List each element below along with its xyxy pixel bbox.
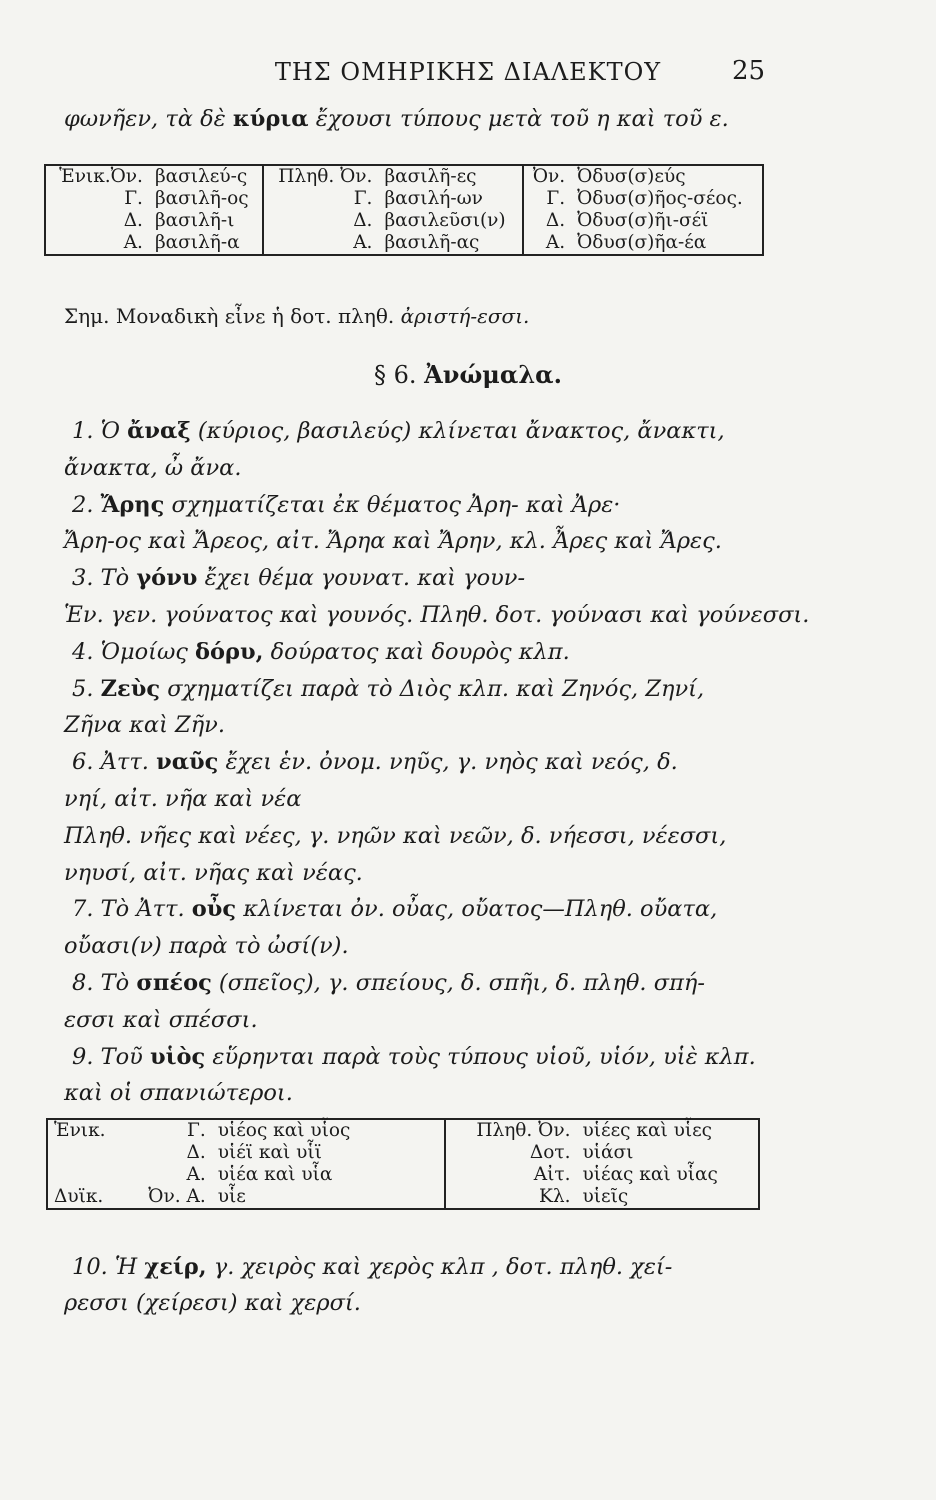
table-cell: Δοτ. bbox=[529, 1142, 571, 1163]
table-row bbox=[47, 1142, 759, 1164]
line-text: Πληθ. νῆες καὶ νέες, γ. νηῶν καὶ νεῶν, δ. νήεσσι, νέεσσι, bbox=[64, 822, 727, 849]
headword: σπέος bbox=[136, 970, 212, 996]
text-line bbox=[72, 970, 705, 996]
table-row bbox=[45, 188, 763, 210]
table-cell bbox=[47, 1164, 126, 1186]
headword: Ἄρης bbox=[100, 491, 165, 518]
note-italic: ἀριστή-εσσι. bbox=[400, 304, 530, 328]
table-row bbox=[47, 1186, 759, 1209]
table-cell: Α. bbox=[186, 1164, 206, 1185]
table-cell: υἱέας καὶ υἷας bbox=[582, 1164, 718, 1185]
text-line bbox=[72, 565, 525, 591]
line-text: νηί, αἰτ. νῆα καὶ νέα bbox=[64, 786, 302, 812]
table-cell: υἱέες καὶ υἷες bbox=[582, 1120, 713, 1141]
text-line bbox=[64, 1080, 293, 1106]
line-text: Ἑν. γεν. γούνατος καὶ γουνός. Πληθ. δοτ. γούνασι καὶ γούνεσσι. bbox=[64, 602, 810, 628]
line-text: εσσι καὶ σπέσσι. bbox=[64, 1006, 258, 1033]
table-cell: Ὀν. bbox=[532, 166, 566, 187]
intro-line bbox=[64, 106, 729, 132]
table-cell: υἱέα καὶ υἷα bbox=[212, 1164, 445, 1186]
intro-rest: ἔχουσι τύπους μετὰ τοῦ η καὶ τοῦ ε. bbox=[308, 106, 729, 132]
table-cell: Κλ. bbox=[539, 1186, 571, 1207]
table-cell: Αἰτ. bbox=[533, 1164, 571, 1185]
text-line bbox=[72, 639, 570, 665]
text-line bbox=[64, 602, 809, 628]
line-text: νηυσί, αἰτ. νῆας καὶ νέας. bbox=[64, 859, 363, 886]
headword: χείρ, bbox=[144, 1254, 207, 1280]
table-cell: Γ. bbox=[353, 188, 373, 209]
table-cell: υἷε bbox=[212, 1186, 445, 1209]
running-header: ΤΗΣ ΟΜΗΡΙΚΗΣ ΔΙΑΛΕΚΤΟΥ bbox=[274, 58, 662, 86]
section-title: Ἀνώμαλα. bbox=[424, 360, 562, 389]
table-cell: βασιλῆ-ας bbox=[378, 232, 522, 255]
headword: ναῦς bbox=[156, 749, 219, 776]
line-text: 7. Τὸ Ἀττ. bbox=[72, 896, 192, 923]
table-cell: βασιλῆ-ι bbox=[149, 210, 263, 232]
table-cell: Ὀν. Α. bbox=[148, 1186, 206, 1207]
headword: οὖς bbox=[191, 896, 237, 923]
line-text: οὔασι(ν) παρὰ τὸ ὠσί(ν). bbox=[64, 933, 349, 960]
table-cell: Ὀδυσ(σ)ῆος-σέος. bbox=[577, 188, 743, 209]
line-text: γ. χειρὸς καὶ χερὸς κλπ , δοτ. πληθ. χεί- bbox=[206, 1254, 673, 1280]
headword: Ζεὺς bbox=[100, 675, 161, 702]
line-text: εὕρηνται παρὰ τοὺς τύπους υἱοῦ, υἱόν, υἱὲ κλπ. bbox=[205, 1043, 756, 1070]
headword: υἱὸς bbox=[150, 1043, 206, 1070]
table-cell: Α. bbox=[545, 232, 566, 253]
table-cell: υἱέϊ καὶ υἷϊ bbox=[212, 1142, 445, 1164]
table-cell: βασιλῆ-ες bbox=[378, 165, 522, 188]
text-line bbox=[72, 676, 704, 702]
page-number: 25 bbox=[732, 56, 766, 86]
table-row bbox=[45, 165, 763, 188]
table-cell: Ὀδυσ(σ)εύς bbox=[577, 166, 686, 187]
text-line bbox=[64, 712, 225, 738]
line-text: ἄνακτα, ὦ ἄνα. bbox=[64, 454, 242, 481]
table-cell: υἱάσι bbox=[582, 1142, 634, 1163]
table-cell: Ὀδυσ(σ)ῆι-σέϊ bbox=[577, 210, 709, 231]
table-cell: Α. bbox=[123, 232, 143, 253]
text-line bbox=[72, 492, 620, 518]
section-number: § 6. bbox=[374, 361, 417, 389]
intro-text: φωνῆεν, τὰ δὲ bbox=[64, 106, 233, 132]
line-text: 5. bbox=[72, 675, 101, 702]
table-cell: Δ. bbox=[353, 210, 373, 231]
table-cell: Γ. bbox=[124, 188, 143, 209]
line-text: 1. Ὁ bbox=[72, 418, 128, 444]
table-cell: βασιλεύ-ς bbox=[149, 165, 263, 188]
line-text: (κύριος, βασιλεύς) κλίνεται ἄνακτος, ἄνακτι, bbox=[190, 418, 725, 444]
line-text: Ἄρη-ος καὶ Ἄρεος, αἰτ. Ἄρηα καὶ Ἄρην, κλ. Ἆρες καὶ Ἄρες. bbox=[64, 528, 722, 555]
table-cell bbox=[47, 1142, 126, 1164]
table-cell: Γ. bbox=[187, 1120, 206, 1141]
line-text: 10. Ἡ bbox=[72, 1254, 145, 1280]
table-cell: Πληθ. Ὀν. bbox=[278, 166, 373, 187]
table-cell: υἱεῖς bbox=[582, 1186, 629, 1207]
line-text: 6. Ἀττ. bbox=[72, 749, 157, 776]
declension-table-basileus bbox=[44, 164, 764, 256]
line-text: σχηματίζεται ἐκ θέματος Ἀρη- καὶ Ἀρε· bbox=[164, 491, 621, 518]
line-text: 4. Ὁμοίως bbox=[72, 638, 196, 665]
table-cell: βασιλεῦσι(ν) bbox=[378, 210, 522, 232]
table-cell: βασιλῆ-ος bbox=[149, 188, 263, 210]
table-cell: Α. bbox=[353, 232, 373, 253]
line-text: ἔχει ἑν. ὀνομ. νηῦς, γ. νηὸς καὶ νεός, δ. bbox=[218, 749, 678, 776]
line-text: κλίνεται ὀν. οὖας, οὔατος—Πληθ. οὔατα, bbox=[236, 896, 718, 923]
text-line bbox=[64, 823, 726, 849]
table-cell: Δ. bbox=[545, 210, 566, 231]
table-cell: Ὀδυσ(σ)ῆα-έα bbox=[577, 232, 707, 253]
table-row bbox=[47, 1164, 759, 1186]
note-text: Σημ. Μοναδικὴ εἶνε ἡ δοτ. πληθ. bbox=[64, 304, 401, 328]
line-text: 8. Τὸ bbox=[72, 970, 137, 996]
line-text: 9. Τοῦ bbox=[72, 1043, 151, 1070]
intro-bold: κύρια bbox=[232, 106, 309, 132]
declension-table-huios bbox=[46, 1118, 760, 1210]
section-heading bbox=[0, 360, 936, 389]
note-line bbox=[64, 304, 529, 328]
table-cell: βασιλῆ-α bbox=[149, 232, 263, 255]
text-line bbox=[72, 749, 678, 775]
table-cell: Ἑνικ. bbox=[54, 1120, 106, 1141]
line-text: καὶ οἱ σπανιώτεροι. bbox=[64, 1080, 293, 1107]
line-text: ἔχει θέμα γουνατ. καὶ γουν- bbox=[197, 565, 526, 592]
table-row bbox=[47, 1119, 759, 1142]
text-line bbox=[64, 933, 349, 959]
headword: γόνυ bbox=[136, 565, 198, 592]
text-line bbox=[72, 418, 725, 444]
headword: δόρυ, bbox=[195, 638, 264, 665]
line-text: Ζῆνα καὶ Ζῆν. bbox=[64, 712, 226, 739]
table-cell: Δ. bbox=[123, 210, 143, 231]
line-text: σχηματίζει παρὰ τὸ Διὸς κλπ. καὶ Ζηνός, Ζηνί, bbox=[160, 675, 705, 702]
text-line bbox=[64, 786, 301, 812]
line-text: ρεσσι (χείρεσι) καὶ χερσί. bbox=[64, 1290, 361, 1316]
text-line bbox=[64, 1290, 361, 1316]
headword: ἄναξ bbox=[127, 418, 191, 444]
line-text: δούρατος καὶ δουρὸς κλπ. bbox=[263, 638, 570, 665]
table-row bbox=[45, 210, 763, 232]
line-text: 3. Τὸ bbox=[72, 565, 137, 592]
line-text: (σπεῖος), γ. σπείους, δ. σπῆι, δ. πληθ. σπή- bbox=[211, 970, 705, 996]
text-line bbox=[72, 1254, 672, 1280]
text-line bbox=[72, 896, 717, 922]
table-cell: Πληθ. Ὀν. bbox=[476, 1120, 571, 1141]
text-line bbox=[64, 455, 241, 481]
table-cell: Γ. bbox=[546, 188, 566, 209]
text-line bbox=[64, 528, 722, 554]
table-cell: Δυϊκ. bbox=[54, 1186, 104, 1207]
table-cell: βασιλή-ων bbox=[378, 188, 522, 210]
table-row bbox=[45, 232, 763, 255]
line-text: 2. bbox=[72, 491, 101, 518]
table-cell: υἱέος καὶ υἷος bbox=[212, 1119, 445, 1142]
text-line bbox=[72, 1044, 756, 1070]
text-line bbox=[64, 1007, 258, 1033]
text-line bbox=[64, 860, 363, 886]
table-cell: Ἑνικ.Ὀν. bbox=[59, 166, 143, 187]
table-cell: Δ. bbox=[186, 1142, 206, 1163]
